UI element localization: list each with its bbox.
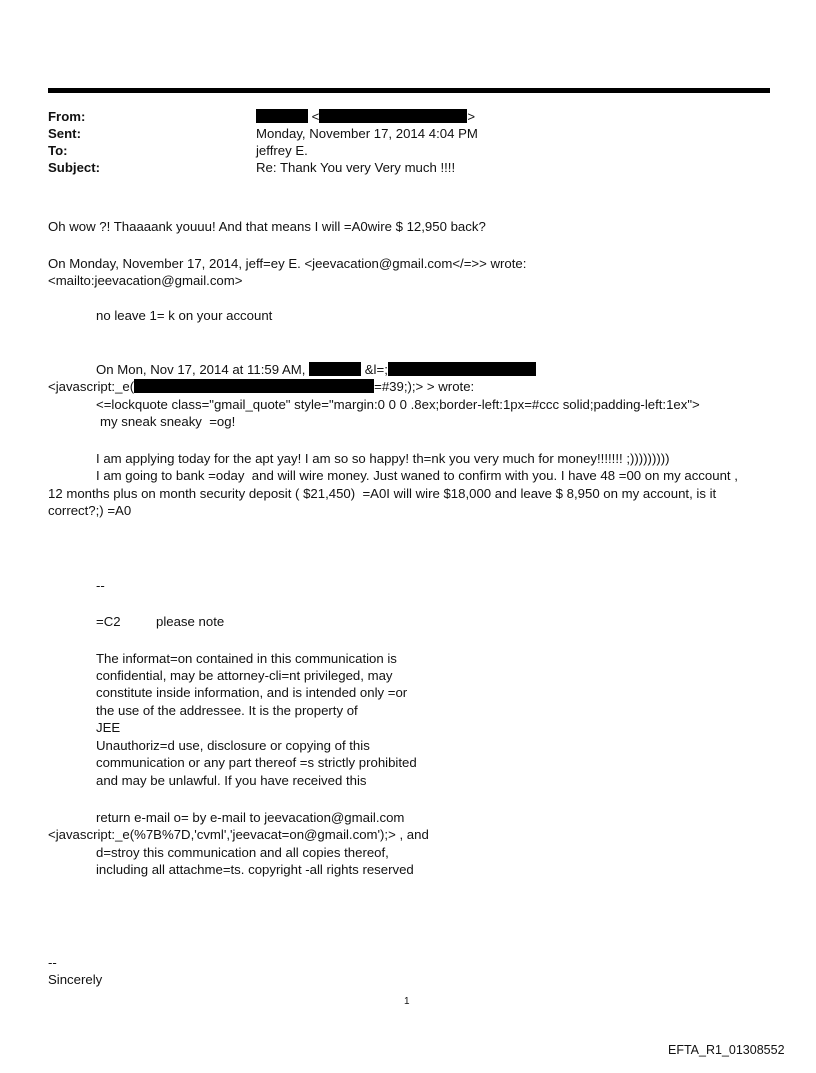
disclaimer-line: the use of the addressee. It is the property of (96, 703, 358, 718)
sneaky-line: my sneak sneaky =og! (100, 414, 236, 429)
page-number: 1 (404, 996, 410, 1007)
return-line: <javascript:_e(%7B%7D,'cvml','jeevacat=on@gmail.com');> , and (48, 827, 429, 842)
closing-line: Sincerely (48, 972, 103, 987)
quote2-javascript: <javascript:_e( =#39;);> > wrote: (48, 379, 475, 394)
para-line: correct?;) =A0 (48, 503, 132, 518)
end-separator: -- (48, 955, 57, 970)
redaction-block (388, 362, 536, 376)
disclaimer-line: Unauthoriz=d use, disclosure or copying of this (96, 738, 370, 753)
body-line: Oh wow ?! Thaaaank youuu! And that means I will =A0wire $ 12,950 back? (48, 219, 486, 234)
document-id: EFTA_R1_01308552 (668, 1043, 785, 1057)
disclaimer-line: communication or any part thereof =s strictly prohibited (96, 755, 417, 770)
signature-separator: -- (96, 578, 105, 593)
from-label: From: (48, 109, 86, 124)
return-line: d=stroy this communication and all copies thereof, (96, 845, 389, 860)
blockquote-markup: <=lockquote class="gmail_quote" style="margin:0 0 0 .8ex;border-left:1px=#ccc solid;padding-left:1ex"> (96, 397, 700, 412)
para-line: 12 months plus on month security deposit ( $21,450) =A0I will wire $18,000 and leave $ 8,950 on my account, is it (48, 486, 717, 501)
to-label: To: (48, 143, 68, 158)
sent-label: Sent: (48, 126, 81, 141)
quote-mailto: <mailto:jeevacation@gmail.com> (48, 273, 243, 288)
para-line: I am applying today for the apt yay! I am so so happy! th=nk you very much for money!!!!!!! ;))))))))) (96, 451, 670, 466)
from-value: < > (256, 108, 475, 125)
sent-value: Monday, November 17, 2014 4:04 PM (256, 126, 478, 141)
quote-header: On Monday, November 17, 2014, jeff=ey E. <jeevacation@gmail.com</=>> wrote: (48, 256, 527, 271)
note-text: please note (156, 614, 225, 629)
disclaimer-line: confidential, may be attorney-cli=nt privileged, may (96, 668, 393, 683)
note-code: =C2 (96, 614, 125, 629)
return-line: return e-mail o= by e-mail to jeevacation@gmail.com (96, 810, 405, 825)
disclaimer-line: constitute inside information, and is intended only =or (96, 685, 408, 700)
subject-value: Re: Thank You very Very much !!!! (256, 160, 456, 175)
disclaimer-line: The informat=on contained in this communication is (96, 651, 397, 666)
to-value: jeffrey E. (256, 143, 308, 158)
redaction-block (134, 379, 374, 393)
header-rule (48, 88, 770, 93)
reply-line: no leave 1= k on your account (96, 308, 273, 323)
subject-label: Subject: (48, 160, 101, 175)
disclaimer-line: JEE (96, 720, 121, 735)
disclaimer-line: and may be unlawful. If you have received this (96, 773, 367, 788)
redaction-block (319, 109, 467, 123)
redaction-block (309, 362, 361, 376)
quote2-header: On Mon, Nov 17, 2014 at 11:59 AM, &l=; (96, 361, 536, 378)
para-line: I am going to bank =oday and will wire money. Just waned to confirm with you. I have 48 =00 on my account , (96, 468, 738, 483)
return-line: including all attachme=ts. copyright -all rights reserved (96, 862, 414, 877)
redaction-block (256, 109, 308, 123)
